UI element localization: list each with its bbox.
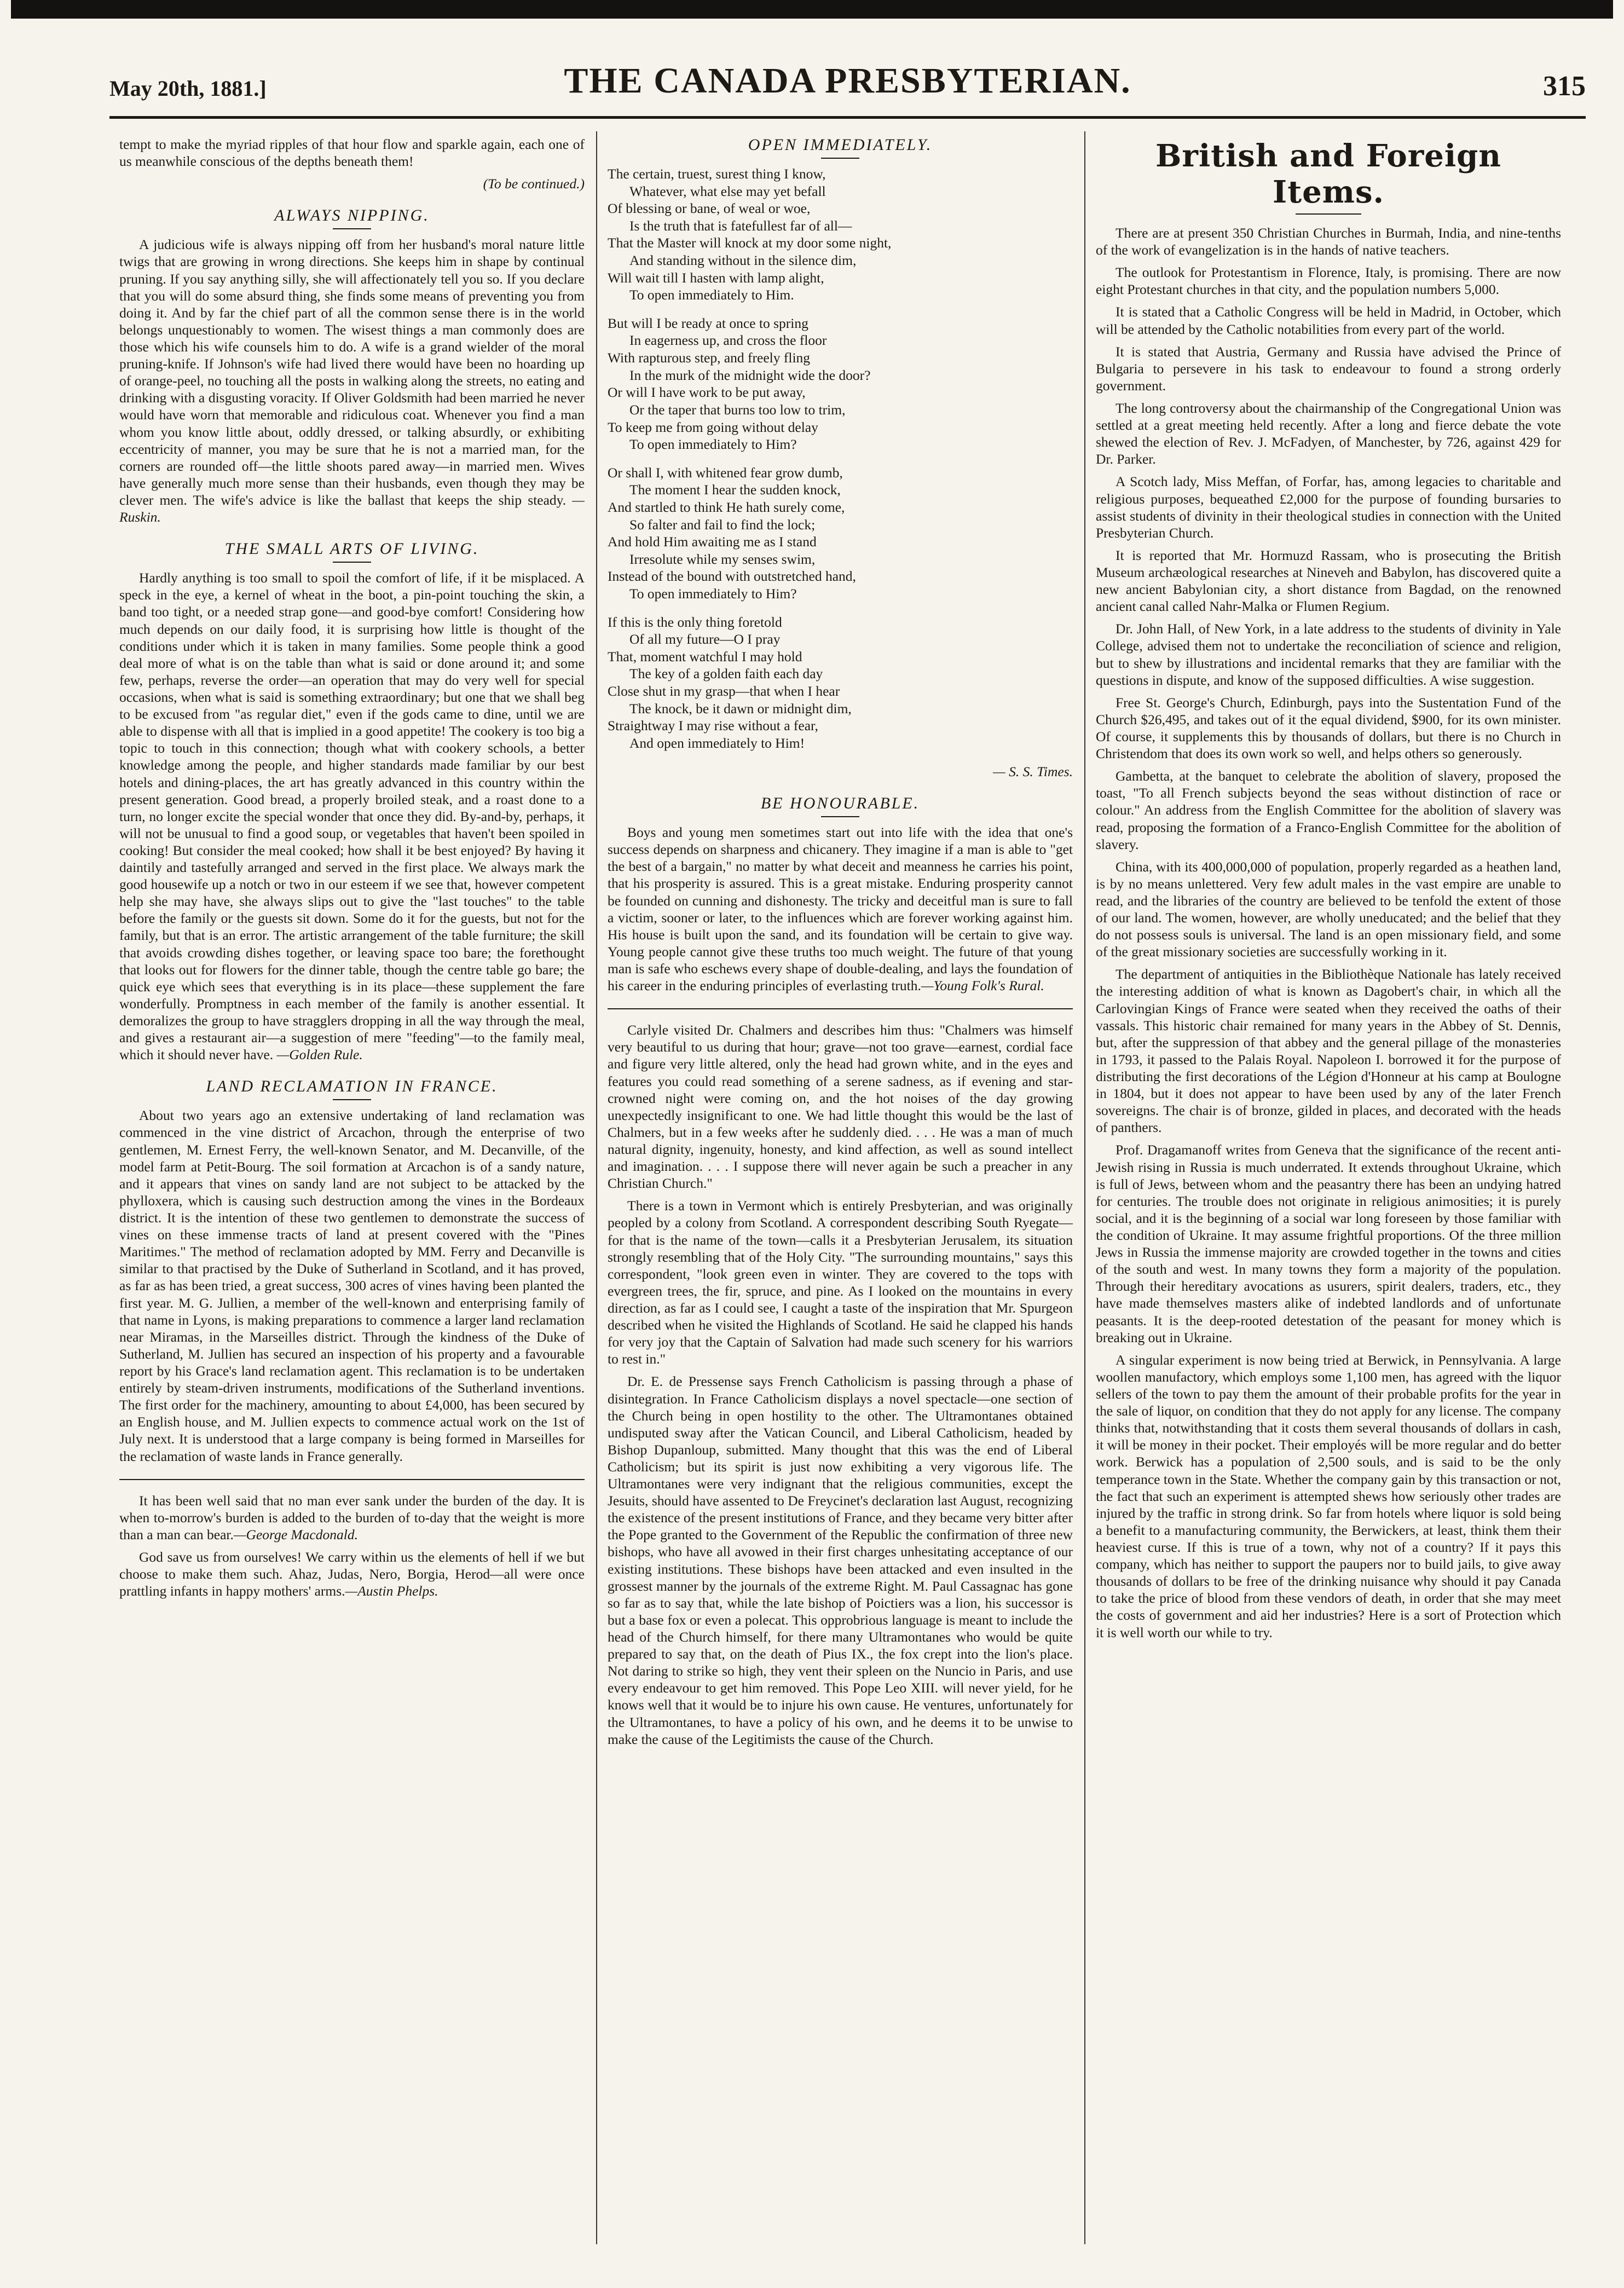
article-attribution: —Young Folk's Rural. xyxy=(921,978,1044,994)
heading-rule xyxy=(333,1099,371,1100)
heading-rule xyxy=(333,228,371,229)
poem-heading: OPEN IMMEDIATELY. xyxy=(748,136,933,154)
top-border-rule xyxy=(11,0,1613,19)
article-attribution: —Golden Rule. xyxy=(276,1047,363,1063)
news-item: There are at present 350 Christian Churches in Burmah, India, and nine-tenths of the work of evangelization is in the hands of native teachers. xyxy=(1096,225,1561,258)
article-heading: LAND RECLAMATION IN FRANCE. xyxy=(206,1077,498,1096)
article-attribution: —George Macdonald. xyxy=(233,1526,358,1542)
header-rule xyxy=(109,116,1586,119)
news-item: The long controversy about the chairmanship of the Congregational Union was settled at a great meeting held recently. After a long and fierce debate the vote shewed the election of Rev. J. McFadyen, of Manchester, by 726, against 429 for Dr. Parker. xyxy=(1096,400,1561,467)
news-item: The outlook for Protestantism in Florence, Italy, is promising. There are now eight Protestant churches in that city, and the population numbers 5,000. xyxy=(1096,264,1561,298)
column-divider xyxy=(1084,131,1085,2244)
news-item: China, with its 400,000,000 of population, properly regarded as a heathen land, is by no means unlettered. Very few adult males in the vast empire are unable to read, and the libraries of the country are believed to be tenfold the extent of those of our land. The women, however, are wholly uneducated; and the belief that they do not possess souls is universal. The land is an open missionary field, and some of the great missionary societies are successfully working in it. xyxy=(1096,858,1561,960)
newspaper-title: THE CANADA PRESBYTERIAN. xyxy=(564,61,1131,101)
news-item: It is stated that a Catholic Congress will be held in Madrid, in October, which will be attended by the Catholic notabilities from every part of the world. xyxy=(1096,304,1561,337)
column-2 xyxy=(608,136,1073,2238)
article-body: About two years ago an extensive undertaking of land reclamation was commenced in the vine district of Arcachon, through the enterprise of two gentlemen, M. Ernest Ferry, the well-known Senator, and M. Decanville, of the model farm at Petit-Bourg. The soil formation at Arcachon is of a sandy nature, and it appears that vines on sandy land are not subject to be attacked by the phylloxera, which is causing such destruction among the vines in the Bordeaux district. It is the intention of these two gentlemen to demonstrate the success of vines on these immense tracts of land at present covered with the "Pines Maritimes." The method of reclamation adopted by MM. Ferry and Decanville is similar to that practised by the Duke of Sutherland in Scotland, and it has proved, as far as has been tried, a great success, 300 acres of vines having been planted the first year. M. G. Jullien, a member of the well-known and enterprising family of that name in Lyons, is making preparations to commence a larger land reclamation near Miramas, in the Marseilles district. Through the kindness of the Duke of Sutherland, M. Jullien has secured an inspection of his property and a favourable report by his Grace's land reclamation agent. This reclamation is to be undertaken entirely by steam-driven instruments, modifications of the Sutherland inventions. The first order for the machinery, amounting to about £4,000, has been secured by an English house, and M. Jullien expects to commence actual work on the 1st of July next. It is understood that a large company is being formed in Marseilles for the reclamation of waste lands in France generally. xyxy=(119,1107,585,1464)
poem-stanza: Or shall I, with whitened fear grow dumb, The moment I hear the sudden knock, And startled to think He hath surely come, So falter and fail to find the lock; And hold Him awaiting me as I stand Irresolute while my senses swim, Instead of the bound with outstretched hand, To open immediately to Him? xyxy=(608,464,856,602)
news-item: A singular experiment is now being tried at Berwick, in Pennsylvania. A large woollen manufactory, which employs some 1,100 men, has agreed with the liquor sellers of the town to pay them the amount of their probable profits for the year in the sale of liquor, on condition that they do not apply for any license. The company thinks that, notwithstanding that it costs them several thousands of dollars in cash, it will be money in their pocket. Their employés will be more regular and do better work. Berwick has a population of 2,500 souls, and is said to be the only temperance town in the State. Whether the company gain by this transaction or not, the fact that such an experiment is attempted shews how seriously other trades are injured by the traffic in strong drink. So far from hotels where liquor is sold being a benefit to a manufacturing community, the Berwickers, at least, think them their heaviest curse. If this is true of a town, why not of a country? If it pays this company, which has neither to support the paupers nor to build jails, to give away thousands of dollars to be free of the drinking nuisance why should it pay Canada to take the price of blood from these vendors of death, in order that she may meet the costs of government and aid her industries? Here is a sort of Protection which it is well worth our while to try. xyxy=(1096,1351,1561,1640)
article-attribution: —Ruskin. xyxy=(119,492,585,525)
to-be-continued: (To be continued.) xyxy=(483,176,585,192)
heading-rule xyxy=(333,562,371,563)
poem-stanza: The certain, truest, surest thing I know, Whatever, what else may yet befall Of blessing or bane, of weal or woe, Is the truth that is fatefullest far of all— That the Master will knock at my door some night, And standing without in the silence dim, Will wait till I hasten with lamp alight, To open immediately to Him. xyxy=(608,166,892,303)
masthead xyxy=(109,60,1586,109)
heading-rule xyxy=(821,816,859,817)
article-heading: ALWAYS NIPPING. xyxy=(274,206,430,225)
news-item: Dr. John Hall, of New York, in a late address to the students of divinity in Yale College, advised them not to undertake the reconciliation of science and religion, but to shew by illustrations and incidental remarks that they are familiar with the questions in dispute, and know of the supposed difficulties. A wise suggestion. xyxy=(1096,621,1561,688)
section-banner: British and Foreign Items. xyxy=(1155,138,1501,210)
banner-rule xyxy=(1296,213,1361,215)
news-item: A Scotch lady, Miss Meffan, of Forfar, has, among legacies to charitable and religious purposes, bequeathed £2,000 for the purpose of founding bursaries to assist students of divinity in their theological studies in connection with the United Presbyterian Church. xyxy=(1096,473,1561,541)
article-body: Boys and young men sometimes start out into life with the idea that one's success depends on sharpness and chicanery. They imagine if a man is able to "get the best of a bargain," no matter by what deceit and meanness he carries his point, that his prosperity is assured. This is a great mistake. Enduring prosperity cannot be founded on cunning and dishonesty. The tricky and deceitful man is sure to fall a victim, sooner or later, to the influences which are forever working against him. His house is built upon the sand, and its foundation will be certain to give way. Young people cannot give these truths too much weight. The future of that young man is safe who eschews every shape of double-dealing, and lays the foundation of his career in the enduring principles of everlasting truth.—Young Folk's Rural. xyxy=(608,824,1073,994)
heading-rule xyxy=(821,158,859,159)
article-continuation: tempt to make the myriad ripples of that hour flow and sparkle again, each one of us meanwhile conscious of the depths beneath them! xyxy=(119,136,585,170)
article-body: Hardly anything is too small to spoil the comfort of life, if it be misplaced. A speck in the eye, a kernel of wheat in the boot, a pin-point touching the skin, a band too tight, or a needed strap gone—and good-bye comfort! Considering how much depends on our daily food, it is surprising how little is thought of the conditions under which it is taken in many families. Some people think a good deal more of what is on the table than what is said or done around it; and some few, perhaps, reverse the order—an operation that may do very well for special occasions, when what is said is something extraordinary; but one that we shall beg to be excused from "as regular diet," even if the gods came to dine, until we are able to dispense with all that is implied in a good appetite! The cookery is too big a topic to touch in this connection; though what with cookery schools, a better knowledge among the people, and higher standards made familiar by our best hotels and dining-places, the art has greatly advanced in this country within the present generation. Good bread, a properly broiled steak, and a roast done to a turn, no longer excite the special wonder that once they did. By-and-by, perhaps, it will not be unusual to find a good soup, or vegetables that haven't been spoiled in cooking! But consider the meal cooked; how shall it be best enjoyed? By having it daintily and tastefully arranged and served in the first place. We always mark the good housewife up a notch or two in our esteem if we see that, however competent help she may have, she always slips out to give the "last touches" to the table before the family or the guests sit down. Some do it for the guests, but not for the family, but that is an error. The artistic arrangement of the table furniture; the skill that avoids crowding dishes together, or leaving space too bare; the forethought that looks out for flowers for the dinner table, though the centre table go bare; the quick eye which sees that everything is in its place—these supplement the fare wonderfully. Promptness in each member of the family is another essential. It demoralizes the group to have stragglers dropping in all the way through the meal, and gives a restaurant air—a suggestion of mere "feeding"—to the family meal, which it should never have. —Golden Rule. xyxy=(119,570,585,1063)
article-body: There is a town in Vermont which is entirely Presbyterian, and was originally peopled by a colony from Scotland. A correspondent describing South Ryegate—for that is the name of the town—calls it a Presbyterian Jerusalem, its situation strongly resembling that of the Holy City. "The surrounding mountains," says this correspondent, "look green even in winter. They are covered to the tops with evergreen trees, the fir, spruce, and pine. As I looked on the mountains in every direction, as far as I could see, I caught a taste of the inspiration that Mr. Spurgeon described when he visited the Highlands of Scotland. He said he clapped his hands for very joy that the Captain of Salvation had made such scenery for his warriors to rest in." xyxy=(608,1198,1073,1367)
article-body: Carlyle visited Dr. Chalmers and describes him thus: "Chalmers was himself very beautiful to us during that hour; grave—not too grave—earnest, cordial face and figure very little altered, only the head had grown white, and in the eyes and features you could read something of a serene sadness, as if evening and star-crowned night were coming on, and the hot noises of the day growing unexpectedly insignificant to one. We had little thought this would be the last of Chalmers, but in a few weeks after he suddenly died. . . . He was a man of much natural dignity, ingenuity, honesty, and kind affection, as well as sound intellect and imagination. . . . I suppose there will never again be such a preacher in any Christian Church." xyxy=(608,1022,1073,1192)
article-body: It has been well said that no man ever sank under the burden of the day. It is when to-morrow's burden is added to the burden of to-day that the weight is more than a man can bear.—George Macdonald. xyxy=(119,1492,585,1542)
news-item: It is reported that Mr. Hormuzd Rassam, who is prosecuting the British Museum archæological researches at Nineveh and Babylon, has discovered quite a new ancient Babylonian city, a short distance from Bagdad, on the renowned ancient canal called Nahr-Malka or Flumen Regium. xyxy=(1096,547,1561,615)
article-body: God save us from ourselves! We carry within us the elements of hell if we but choose to make them such. Ahaz, Judas, Nero, Borgia, Herod—all were once prattling infants in happy mothers' arms.—Austin Phelps. xyxy=(119,1549,585,1599)
poem-stanza: If this is the only thing foretold Of all my future—O I pray That, moment watchful I may hold The key of a golden faith each day Close shut in my grasp—that when I hear The knock, be it dawn or midnight dim, Straightway I may rise without a fear, And open immediately to Him! xyxy=(608,614,852,751)
issue-date: May 20th, 1881.] xyxy=(109,76,267,101)
poem-attribution: — S. S. Times. xyxy=(993,763,1073,779)
article-heading: THE SMALL ARTS OF LIVING. xyxy=(224,540,479,558)
news-item: Gambetta, at the banquet to celebrate the abolition of slavery, proposed the toast, "To all French subjects beyond the seas without distinction of race or colour." An address from the English Committee for the abolition of slavery was read, proposing the formation of a Franco-English Committee for the abolition of slavery. xyxy=(1096,768,1561,852)
news-item: Prof. Dragamanoff writes from Geneva that the significance of the recent anti-Jewish rising in Russia is much underrated. It extends throughout Ukraine, which is full of Jews, between whom and the peasantry there has been an undying hatred for centuries. The trouble does not originate in religious animosities; it is purely social, and it is the beginning of a social war long foreseen by those familiar with the condition of Ukraine. It may assume frightful proportions. Of the three million Jews in Russia the immense majority are crowded together in the towns and cities of the south and west. In many towns they form a majority of the population. Through their hereditary avocations as usurers, spirit dealers, traders, etc., they have made themselves masters alike of indebted landlords and of unfortunate peasants. It is the deep-rooted detestation of the peasant for money which is breaking out in Ukraine. xyxy=(1096,1142,1561,1345)
news-item: Free St. George's Church, Edinburgh, pays into the Sustentation Fund of the Church $26,495, and takes out of it the equal dividend, $900, for its own minister. Of course, it supplements this by thousands of dollars, but there is no Church in Christendom that does its own work so well, and helps others so generously. xyxy=(1096,694,1561,762)
article-body: A judicious wife is always nipping off from her husband's moral nature little twigs that are growing in wrong directions. She keeps him in shape by continual pruning. If you say anything silly, she will affectionately tell you so. If you declare that you will do some absurd thing, she finds some means of preventing you from doing it. And by far the chief part of all the common sense there is in the world belongs unquestionably to women. The wisest things a man commonly does are those which his wife counsels him to do. A wife is a grand wielder of the moral pruning-knife. If Johnson's wife had lived there would have been no hoarding up of orange-peel, no touching all the posts in walking along the streets, no eating and drinking with a disgusting voracity. If Oliver Goldsmith had been married he never would have worn that memorable and ridiculous coat. Whenever you find a man whom you know little about, oddly dressed, or talking absurdly, or exhibiting eccentricity of manner, you may be sure that he is not a married man, for the corners are rounded off—the little shoots pared away—in married men. Wives have generally much more sense than their husbands, even though they may be clever men. The wife's advice is like the ballast that keeps the ship steady. —Ruskin. xyxy=(119,236,585,525)
article-body: Dr. E. de Pressense says French Catholicism is passing through a phase of disintegration. In France Catholicism displays a novel spectacle—one section of the Church being in open hostility to the other. The Ultramontanes obtained undisputed sway after the Vatican Council, and Liberal Catholicism, headed by Bishop Dupanloup, submitted. Many thought that this was the end of Liberal Catholicism; but its spirit is just now exhibiting a very vigorous life. The Ultramontanes were very indignant that the religious communities, except the Jesuits, should have assented to De Freycinet's declaration last August, recognizing the existence of the present institutions of France, and they became very bitter after the Pope granted to the Government of the Republic the confirmation of three new bishops, who have all avowed in their first charges unhesitating acceptance of our existing institutions. These bishops have been attacked and even insulted in the grossest manner by the journals of the extreme Right. M. Paul Cassagnac has gone so far as to say that, while the late bishop of Poictiers was a lion, his successor is but a base fox or even a polecat. This opprobrious language is meant to include the head of the Church himself, for there many Ultramontanes who would be quite prepared to say that, on the death of Pius IX., the fox crept into the lion's place. Not daring to strike so high, they vent their spleen on the Nuncio in Paris, and use every endeavour to get him removed. This Pope Leo XIII. will never yield, for he knows well that it would be to injure his own cause. He ventures, unfortunately for the Ultramontanes, to have a policy of his own, and he deems it to be unwise to make the cause of the Legitimists the cause of the Church. xyxy=(608,1373,1073,1747)
column-divider xyxy=(596,131,597,2244)
news-item: The department of antiquities in the Bibliothèque Nationale has lately received the interesting addition of what is known as Dagobert's chair, in which all the Carlovingian Kings of France were seated when they received the oaths of their vassals. This historic chair remained for many years in the Abbey of St. Dennis, but, after the suppression of that abbey and the general pillage of the monasteries in 1793, it passed to the Palais Royal. Napoleon I. borrowed it for the purpose of distributing the first decorations of the Légion d'Honneur at his camp at Boulogne in 1804, but it does not appear to have been used by any of the later French sovereigns. The chair is of bronze, gilded in places, and decorated with the heads of panthers. xyxy=(1096,966,1561,1136)
section-rule xyxy=(119,1479,585,1480)
news-item: It is stated that Austria, Germany and Russia have advised the Prince of Bulgaria to persevere in his task to endeavour to found a strong orderly government. xyxy=(1096,343,1561,394)
article-attribution: —Austin Phelps. xyxy=(345,1583,438,1599)
column-1 xyxy=(119,136,585,2238)
news-items xyxy=(1096,224,1561,1641)
page-number: 315 xyxy=(1543,71,1586,102)
column-3 xyxy=(1096,136,1561,2238)
section-rule xyxy=(608,1008,1073,1009)
poem xyxy=(608,165,1073,780)
article-heading: BE HONOURABLE. xyxy=(760,794,920,813)
poem-stanza: But will I be ready at once to spring In eagerness up, and cross the floor With rapturous step, and freely fling In the murk of the midnight wide the door? Or will I have work to be put away, Or the taper that burns too low to trim, To keep me from going without delay To open immediately to Him? xyxy=(608,315,871,453)
